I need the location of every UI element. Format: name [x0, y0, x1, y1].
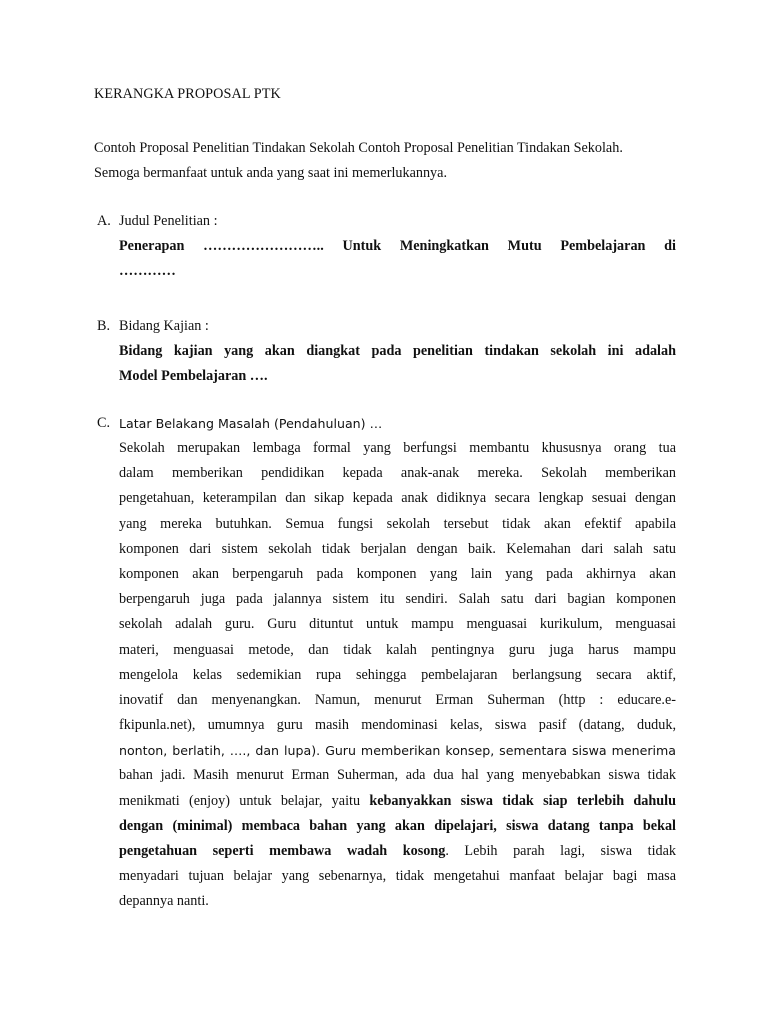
emphasis-text: pengetahuan seperti membawa wadah kosong	[119, 843, 446, 859]
body-line	[119, 839, 676, 864]
body-line: dalam memberikan pendidikan kepada anak-anak mereka. Sekolah memberikan	[119, 465, 676, 482]
body-line: sekolah adalah guru. Guru dituntut untuk mampu menguasai kurikulum, menguasai	[119, 616, 676, 633]
section-heading-text: Judul Penelitian :	[119, 213, 218, 229]
body-line: Model Pembelajaran ….	[119, 368, 268, 385]
section-latar-belakang	[97, 411, 676, 915]
body-line: Sekolah merupakan lembaga formal yang berfungsi membantu khususnya orang tua	[119, 440, 676, 456]
intro-line: Contoh Proposal Penelitian Tindakan Sekolah Contoh Proposal Penelitian Tindakan Sekolah.	[94, 140, 623, 156]
section-heading	[97, 209, 676, 234]
body-line: …………	[119, 263, 176, 280]
section-body	[119, 234, 676, 284]
body-line: komponen akan berpengaruh pada komponen yang lain yang pada akhirnya akan	[119, 565, 676, 582]
body-line: komponen dari sistem sekolah tidak berjalan dengan baik. Kelemahan dari salah satu	[119, 540, 676, 557]
body-text: menikmati (enjoy) untuk belajar, yaitu	[119, 792, 370, 809]
body-line: dengan (minimal) membaca bahan yang akan dipelajari, siswa datang tanpa bekal	[119, 817, 676, 834]
body-line: materi, menguasai metode, dan tidak kalah pentingnya guru juga harus mampu	[119, 641, 676, 658]
body-line: menyadari tujuan belajar yang sebenarnya, tidak mengetahui manfaat belajar bagi masa	[119, 868, 676, 885]
section-heading	[97, 411, 676, 436]
body-line: inovatif dan menyenangkan. Namun, menurut Erman Suherman (http : educare.e-	[119, 691, 676, 708]
body-line: depannya nanti.	[119, 893, 209, 910]
emphasis-text: kebanyakkan siswa tidak siap terlebih dahulu	[369, 792, 676, 809]
body-text: . Lebih parah lagi, siswa tidak	[445, 843, 676, 859]
body-line: fkipunla.net), umumnya guru masih mendominasi kelas, siswa pasif (datang, duduk,	[119, 717, 676, 734]
body-line: bahan jadi. Masih menurut Erman Suherman, ada dua hal yang menyebabkan siswa tidak	[119, 767, 676, 784]
section-heading-text: Bidang Kajian :	[119, 318, 209, 334]
body-line: mengelola kelas sedemikian rupa sehingga pembelajaran berlangsung secara aktif,	[119, 666, 676, 683]
body-line: berpengaruh juga pada jalannya sistem itu sendiri. Salah satu dari bagian komponen	[119, 591, 676, 608]
body-line: nonton, berlatih, …., dan lupa). Guru memberikan konsep, sementara siswa menerima	[119, 743, 676, 759]
section-letter: C.	[97, 415, 111, 431]
section-bidang-kajian	[97, 314, 676, 389]
section-body	[119, 339, 676, 389]
section-heading-text: Latar Belakang Masalah (Pendahuluan) …	[119, 416, 383, 431]
section-body	[119, 436, 676, 915]
body-line: Penerapan …………………….. Untuk Meningkatkan Mutu Pembelajaran di	[119, 238, 676, 254]
section-judul-penelitian	[97, 209, 676, 284]
section-letter: A.	[97, 213, 111, 229]
section-letter: B.	[97, 318, 111, 334]
body-line: pengetahuan, keterampilan dan sikap kepada anak didiknya secara lengkap sesuai dengan	[119, 490, 676, 507]
section-heading	[97, 314, 676, 339]
document-title: KERANGKA PROPOSAL PTK	[94, 86, 281, 102]
intro-paragraph	[94, 136, 676, 186]
body-line: yang mereka butuhkan. Semua fungsi sekolah tersebut tidak akan efektif apabila	[119, 515, 676, 532]
body-line	[119, 789, 676, 814]
body-line: Bidang kajian yang akan diangkat pada penelitian tindakan sekolah ini adalah	[119, 343, 676, 359]
intro-line: Semoga bermanfaat untuk anda yang saat ini memerlukannya.	[94, 165, 447, 181]
